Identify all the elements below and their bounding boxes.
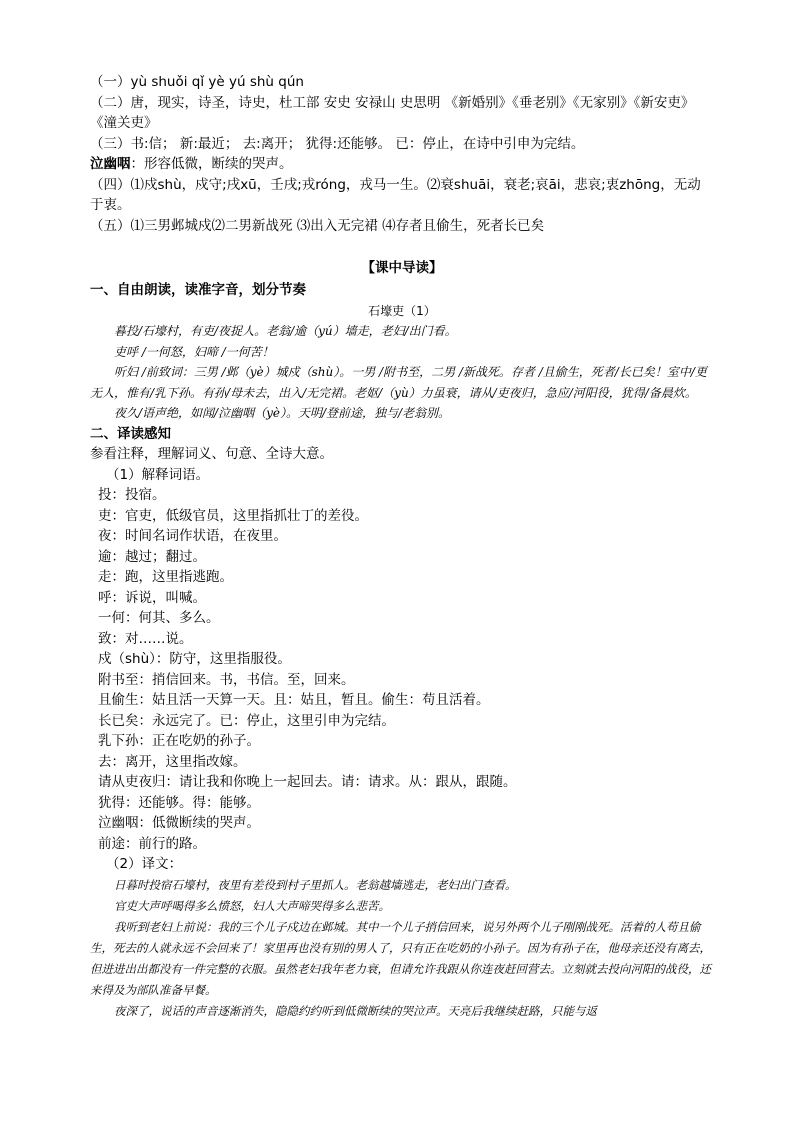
answer-1: （一）yù shuǒi qǐ yè yú shù qún [90, 74, 304, 90]
word-list [90, 485, 714, 854]
translation-para-4: 夜深了，说话的声音逐渐消失，隐隐约约听到低微断续的哭泣声。天亮后我继续赶路，只能与返 [114, 1003, 597, 1018]
word-item: 犹得：还能够。得：能够。 [98, 794, 260, 811]
word-item: 去：离开，这里指改嫁。 [98, 753, 247, 770]
poem-line-4: 夜久/语声绝，如闻/泣幽咽（yè）。天明/登前途，独与/老翁别。 [114, 406, 451, 420]
part2-sub2: （2）译文： [106, 856, 183, 872]
word-item: 附书至：捎信回来。书，书信。至，回来。 [98, 671, 355, 688]
answer-3: （三）书:信； 新:最近； 去:离开； 犹得:还能够。 已：停止，在诗中引申为完结。 [90, 135, 585, 152]
part2-sub1: （1）解释词语。 [106, 466, 210, 483]
answer-4: （四）⑴戍shù，戍守;戌xū，壬戌;戎róng，戎马一生。⑵衰shuāi，衰老;哀āi，悲哀;衷zhōng，无动于衷。 [90, 176, 701, 213]
word-item: 逾：越过；翻过。 [98, 548, 206, 565]
word-item: 走：跑，这里指逃跑。 [98, 569, 233, 585]
word-item: 呼：诉说，叫喊。 [98, 589, 206, 606]
word-item: 吏：官吏，低级官员，这里指抓壮丁的差役。 [98, 507, 368, 524]
translation-para-2: 官吏大声呼喝得多么愤怒，妇人大声啼哭得多么悲苦。 [114, 898, 390, 913]
poem-line-1: 暮投/石壕村，有吏/夜捉人。老翁/逾（yú）墙走，老妇/出门看。 [114, 324, 457, 338]
word-item: 乳下孙：正在吃奶的孙子。 [98, 733, 260, 749]
word-item: 泣幽咽：低微断续的哭声。 [98, 815, 260, 831]
word-item: 长已矣：永远完了。已：停止，这里引申为完结。 [98, 712, 395, 729]
word-item: 请从吏夜归：请让我和你晚上一起回去。请：请求。从：跟从，跟随。 [98, 774, 517, 790]
part2-intro: 参看注释，理解词义、句意、全诗大意。 [90, 446, 333, 462]
translation-para-1: 日暮时投宿石壕村，夜里有差役到村子里抓人。老翁越墙逃走，老妇出门查看。 [114, 877, 517, 892]
poem-line-2: 吏呼 /一何怒，妇啼 /一何苦！ [114, 344, 274, 359]
answer-2: （二）唐，现实，诗圣，诗史，杜工部 安史 安禄山 史思明 《新婚别》《垂老别》《无家别》《新安吏》《潼关吏》 [90, 94, 695, 131]
answer-5: （五）⑴三男邺城戍⑵二男新战死 ⑶出入无完裙 ⑷存者且偷生，死者长已矣 [90, 217, 545, 234]
part2-title: 二、译读感知 [90, 425, 171, 442]
poem-title: 石壕吏（1） [368, 303, 436, 318]
word-item: 且偷生：姑且活一天算一天。且：姑且，暂且。偷生：苟且活着。 [98, 692, 490, 708]
answer-3b [90, 154, 714, 175]
poem-line-3: 听妇 /前致词：三男 /邺（yè）城戍（shù）。一男 /附书至，二男 /新战死。存者 /且偷生，死者/长已矣！室中/更无人，惟有/乳下孙。有孙/母未去，出入/无完裙。老妪/（yù）力虽衰，请从/吏夜归，急应/河阳役，犹得/备晨炊。 [90, 365, 707, 400]
word-item: 戍（shù）：防守，这里指服役。 [98, 651, 291, 667]
word-item: 投：投宿。 [98, 487, 166, 503]
translation-para-3: 我听到老妇上前说：我的三个儿子戍边在邺城。其中一个儿子捎信回来，说另外两个儿子刚刚战死。活着的人苟且偷生，死去的人就永远不会回来了！家里再也没有别的男人了，只有正在吃奶的小孙子。因为有孙子在，他母亲还没有离去，但进进出出都没有一件完整的衣服。虽然老妇我年老力衰，但请允许我跟从你连夜赶回营去。立刻就去投向河阳的战役，还来得及为部队准备早餐。 [90, 919, 711, 997]
document-page [90, 72, 714, 1022]
word-item: 前途：前行的路。 [98, 835, 206, 852]
word-item: 一何：何其、多么。 [98, 610, 220, 626]
section-title: 【课中导读】 [361, 260, 443, 276]
word-item: 致：对……说。 [98, 630, 193, 647]
part1-title: 一、自由朗读，读准字音，划分节奏 [90, 282, 306, 298]
answer-3b-label: 泣幽咽 [90, 156, 131, 172]
answer-3b-text: ：形容低微，断续的哭声。 [130, 156, 293, 172]
word-item: 夜：时间名词作状语，在夜里。 [98, 528, 287, 544]
